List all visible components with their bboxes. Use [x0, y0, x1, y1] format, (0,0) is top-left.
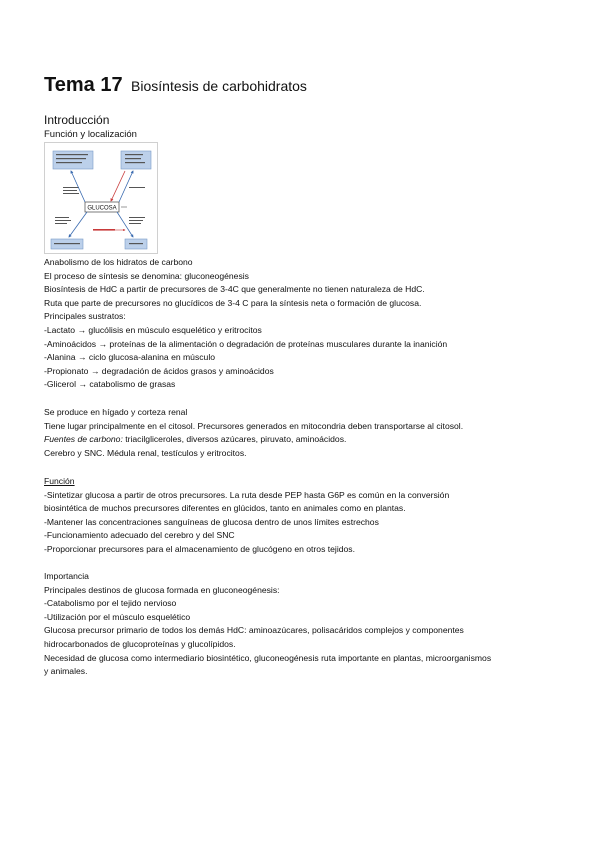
text-line: -Utilización por el músculo esquelético [44, 611, 191, 622]
tema-number: Tema 17 [44, 74, 123, 96]
text-line: -Catabolismo por el tejido nervioso [44, 598, 177, 609]
page-title [44, 74, 307, 97]
text-line: -Sintetizar glucosa a partir de otros precursores. La ruta desde PEP hasta G6P es común en la conversión [44, 489, 450, 500]
text-line: -Propionato → degradación de ácidos grasos y aminoácidos [44, 365, 274, 376]
block-importancia [44, 570, 491, 679]
text-line: Se produce en hígado y corteza renal [44, 407, 188, 417]
text-line: -Glicerol → catabolismo de grasas [44, 379, 176, 390]
diagram-center-label: GLUCOSA [87, 205, 117, 212]
section-heading-importancia: Importancia [44, 571, 89, 581]
text-line: Principales sustratos: [44, 311, 126, 322]
text-line-fuentes [44, 433, 463, 447]
text-line: Anabolismo de los hidratos de carbono [44, 257, 193, 267]
text-line: -Alanina → ciclo glucosa-alanina en músculo [44, 352, 216, 363]
tema-subtitle: Biosíntesis de carbohidratos [131, 78, 307, 94]
diagram-box-top-left [53, 151, 93, 169]
section-heading-introduccion: Introducción [44, 113, 110, 127]
text-line: Cerebro y SNC. Médula renal, testículos y eritrocitos. [44, 447, 247, 458]
block-anabolismo [44, 256, 447, 392]
fuentes-label: Fuentes de carbono: [44, 434, 123, 445]
text-line: hidrocarbonados de glucoproteínas y glucolípidos. [44, 638, 236, 649]
text-line: Tiene lugar principalmente en el citosol. Precursores generados en mitocondria deben transportarse al citosol. [44, 420, 464, 431]
block-funcion [44, 475, 449, 557]
text-line: -Mantener las concentraciones sanguíneas de glucosa dentro de unos límites estrechos [44, 516, 379, 527]
fuentes-text: triacilgliceroles, diversos azúcares, piruvato, aminoácidos. [122, 434, 347, 445]
text-line: Ruta que parte de precursores no glucídicos de 3-4 C para la síntesis neta o formación de glucosa. [44, 297, 422, 308]
text-line: Glucosa precursor primario de todos los demás HdC: aminoazúcares, polisacáridos complejos y componentes [44, 625, 464, 636]
text-line: -Aminoácidos → proteínas de la alimentación o degradación de proteínas musculares durante la inanición [44, 338, 448, 349]
gluconeogenesis-diagram [44, 142, 158, 254]
text-line: -Lactato → glucólisis en músculo esquelético y eritrocitos [44, 324, 262, 335]
text-line: -Proporcionar precursores para el almacenamiento de glucógeno en otros tejidos. [44, 543, 355, 554]
text-line: biosintética de muchos precursores diferentes en glúcidos, tanto en animales como en plantas. [44, 503, 406, 514]
block-localizacion [44, 406, 463, 460]
text-line: y animales. [44, 666, 88, 677]
text-line: Principales destinos de glucosa formada en gluconeogénesis: [44, 584, 280, 595]
subheading-funcion-localizacion: Función y localización [44, 129, 137, 140]
text-line: -Funcionamiento adecuado del cerebro y del SNC [44, 530, 235, 541]
text-line: Necesidad de glucosa como intermediario biosintético, gluconeogénesis ruta importante en plantas, microorganismos [44, 652, 492, 663]
text-line: Biosíntesis de HdC a partir de precursores de 3-4C que generalmente no tienen naturaleza de HdC. [44, 284, 425, 295]
section-heading-funcion: Función [44, 476, 75, 486]
diagram-box-top-right [121, 151, 151, 169]
text-line: El proceso de síntesis se denomina: gluconeogénesis [44, 270, 249, 281]
